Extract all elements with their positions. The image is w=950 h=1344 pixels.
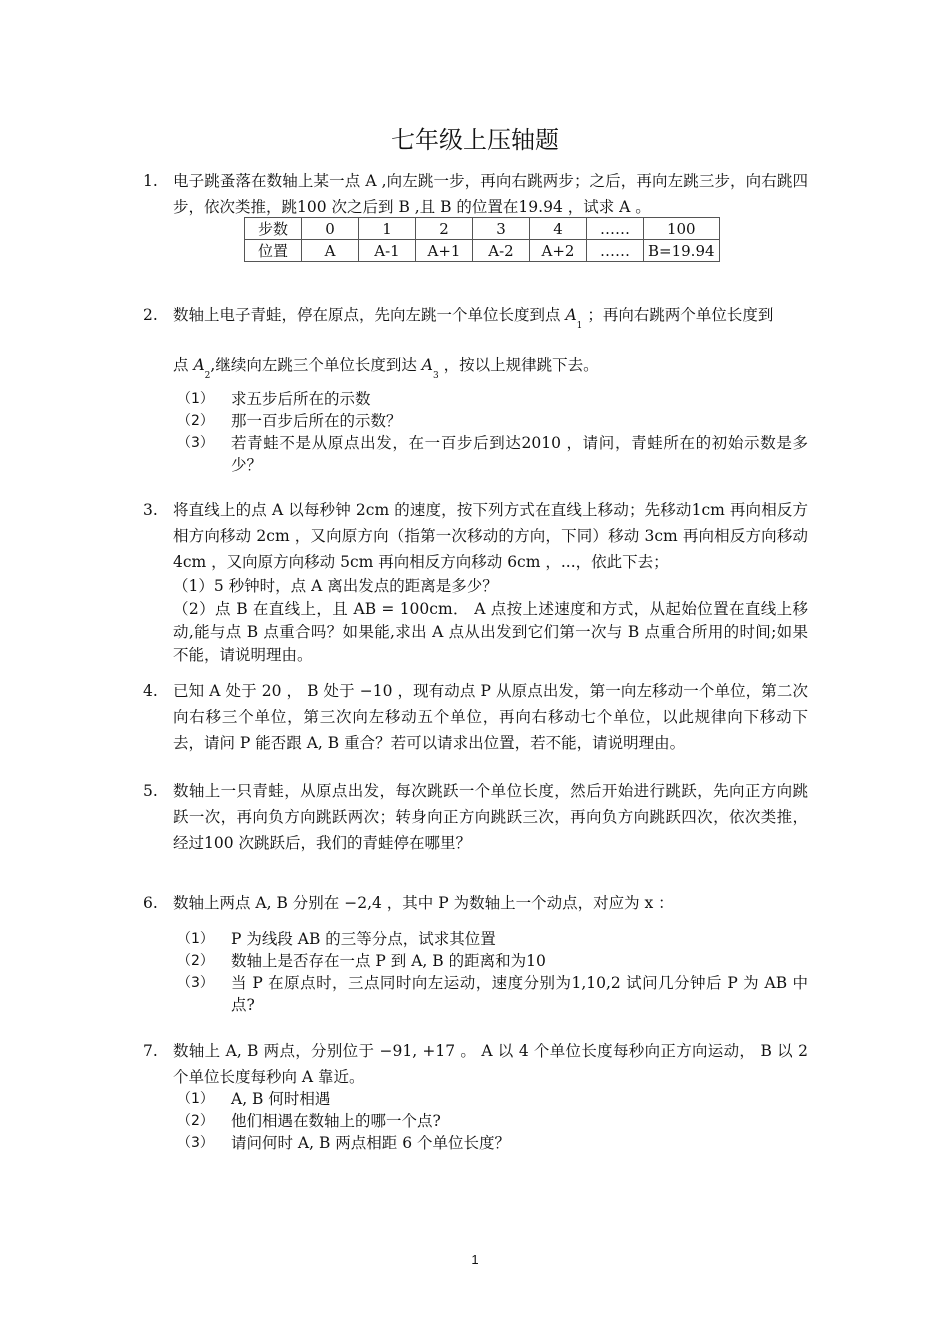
text-run: ,继续向左跳三个单位长度到达 (210, 356, 417, 374)
text-run: ，按以上规律跳下去。 (443, 356, 599, 374)
table-cell: …… (587, 240, 644, 262)
sub-question: （1）5 秒钟时，点 A 离出发点的距离是多少？ (173, 577, 498, 595)
question-number: 1. (143, 172, 158, 190)
sub-text: P 为线段 AB 的三等分点，试求其位置 (231, 930, 496, 948)
sub-question (173, 1088, 808, 1110)
question-5 (143, 778, 808, 856)
sub-text: 他们相遇在数轴上的哪一个点? (231, 1112, 441, 1130)
table-cell: 2 (416, 218, 473, 240)
question-number: 5. (143, 782, 158, 800)
sub-question (173, 928, 808, 950)
table-cell: …… (587, 218, 644, 240)
text-run: 点 (173, 356, 189, 374)
sub-question (173, 972, 808, 1016)
table-cell: 4 (530, 218, 587, 240)
question-text: 数轴上两点 A, B 分别在 −2,4 ，其中 P 为数轴上一个动点，对应为 x ： (173, 894, 674, 912)
question-4 (143, 678, 808, 756)
sub-text: 若青蛙不是从原点出发，在一百步后到达2010 ，请问，青蛙所在的初始示数是多少？ (231, 434, 808, 474)
question-1 (143, 168, 808, 220)
question-text: 已知 A 处于 20 ， B 处于 −10 ，现有动点 P 从原点出发，第一向左移动一个单位，第二次向右移三个单位，第三次向左移动五个单位，再向右移动七个单位，以此规律向下移动下去，请问 P 能否跟 A, B 重合？若可以请求出位置，若不能，请说明理由。 (173, 682, 808, 752)
question-number: 2. (143, 306, 158, 324)
question-text: 电子跳蚤落在数轴上某一点 A ,向左跳一步，再向右跳两步；之后，再向左跳三步，向右跳四步，依次类推，跳100 次之后到 B ,且 B 的位置在19.94 ，试求 A 。 (173, 172, 808, 216)
sub-number: （3） (177, 975, 214, 991)
sub-question (173, 1132, 808, 1154)
page-title: 七年级上压轴题 (391, 126, 559, 154)
page-number: 1 (471, 1252, 479, 1267)
question-3 (143, 497, 808, 667)
sub-number: （2） (177, 1113, 214, 1129)
sub-number: （3） (177, 435, 214, 451)
table-cell: A-2 (473, 240, 530, 262)
question-number: 3. (143, 501, 158, 519)
table-row (245, 218, 720, 240)
subscript: 3 (432, 371, 439, 381)
question-text (173, 302, 808, 339)
sub-question (173, 388, 808, 410)
sub-text: 请问何时 A, B 两点相距 6 个单位长度？ (231, 1134, 511, 1152)
math-var: A (193, 356, 205, 374)
sub-text: 当 P 在原点时，三点同时向左运动，速度分别为1,10,2 试问几分钟后 P 为 AB 中点? (231, 974, 808, 1014)
question-2-subs (143, 388, 808, 476)
question-2 (143, 302, 808, 339)
sub-question (173, 432, 808, 476)
sub-text: 数轴上是否存在一点 P 到 A, B 的距离和为10 (231, 952, 546, 970)
table-cell: A+1 (416, 240, 473, 262)
sub-number: （1） (177, 931, 214, 947)
question-text: 数轴上一只青蛙，从原点出发，每次跳跃一个单位长度，然后开始进行跳跃，先向正方向跳跃一次，再向负方向跳跃两次；转身向正方向跳跃三次，再向负方向跳跃四次，依次类推，经过100 次跳跃后，我们的青蛙停在哪里？ (173, 782, 808, 852)
sub-text: 求五步后所在的示数 (231, 390, 371, 408)
subscript: 1 (576, 321, 583, 331)
question-7-subs (143, 1088, 808, 1154)
table-cell: 0 (302, 218, 359, 240)
question-7 (143, 1038, 808, 1090)
sub-question (173, 410, 808, 432)
table-cell: A (302, 240, 359, 262)
table-cell: 3 (473, 218, 530, 240)
sub-text: 那一百步后所在的示数？ (231, 412, 402, 430)
text-run: ；再向右跳两个单位长度到 (587, 306, 774, 324)
question-2-line-2 (143, 352, 808, 389)
table-cell: A-1 (359, 240, 416, 262)
sub-number: （2） (177, 413, 214, 429)
table-cell: 步数 (245, 218, 302, 240)
math-var: A (565, 306, 577, 324)
question-6 (143, 890, 808, 916)
question-6-subs (143, 928, 808, 1016)
table-cell: 100 (644, 218, 720, 240)
text-run: 数轴上电子青蛙，停在原点，先向左跳一个单位长度到点 (173, 306, 561, 324)
math-var: A (421, 356, 433, 374)
steps-table (244, 217, 720, 262)
table-cell: A+2 (530, 240, 587, 262)
question-number: 4. (143, 682, 158, 700)
question-number: 7. (143, 1042, 158, 1060)
sub-number: （1） (177, 1091, 214, 1107)
question-text: 将直线上的点 A 以每秒钟 2cm 的速度，按下列方式在直线上移动；先移动1cm 再向相反方相方向移动 2cm ，又向原方向（指第一次移动的方向，下同）移动 3cm 再向相反方向移动 4cm ，又向原方向移动 5cm 再向相反方向移动 6cm ，...，依此下去； (173, 501, 808, 571)
question-number: 6. (143, 894, 158, 912)
sub-number: （3） (177, 1135, 214, 1151)
sub-number: （2） (177, 953, 214, 969)
table-cell: B=19.94 (644, 240, 720, 262)
sub-number: （1） (177, 391, 214, 407)
sub-question (173, 950, 808, 972)
table-row (245, 240, 720, 262)
question-text (173, 352, 808, 389)
sub-question (173, 1110, 808, 1132)
table-cell: 1 (359, 218, 416, 240)
sub-text: A, B 何时相遇 (231, 1090, 331, 1108)
table-cell: 位置 (245, 240, 302, 262)
sub-question: （2）点 B 在直线上，且 AB = 100cm． A 点按上述速度和方式，从起始位置在直线上移动,能与点 B 点重合吗？如果能,求出 A 点从出发到它们第一次与 B 点重合所用的时间;如果不能，请说明理由。 (173, 600, 808, 664)
question-text: 数轴上 A, B 两点，分别位于 −91, +17 。 A 以 4 个单位长度每秒向正方向运动， B 以 2 个单位长度每秒向 A 靠近。 (173, 1042, 808, 1086)
subscript: 2 (204, 371, 211, 381)
